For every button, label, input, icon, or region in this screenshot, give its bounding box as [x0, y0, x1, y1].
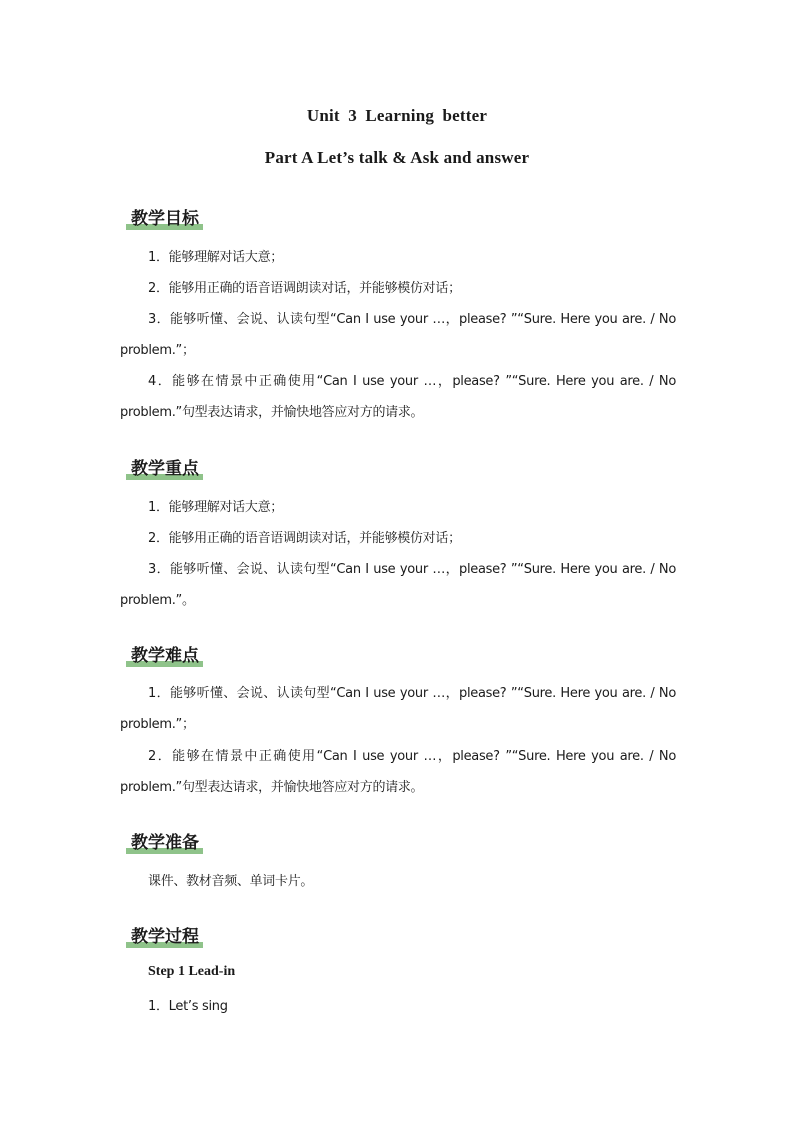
objective-item-1: 1．能够理解对话大意；	[148, 250, 283, 265]
preparation-text: 课件、教材音频、单词卡片。	[148, 874, 314, 889]
heading-text: 教学过程	[131, 927, 199, 947]
heading-text: 教学准备	[131, 833, 199, 853]
heading-text: 教学难点	[131, 646, 199, 666]
key-point-item-1: 1．能够理解对话大意；	[148, 500, 283, 515]
part-title: Part A Let’s talk & Ask and answer	[264, 148, 530, 167]
key-point-item-2: 2．能够用正确的语音语调朗读对话，并能够模仿对话；	[148, 531, 461, 546]
section-heading-preparation	[126, 828, 203, 852]
step-1-title: Step 1 Lead-in	[148, 964, 236, 979]
step-1-item-1: 1．Let’s sing	[148, 999, 228, 1014]
difficulty-item-1: 1．能够听懂、会说、认读句型“Can I use your …，please? ”“Sure. Here you are. / No problem.”；	[120, 686, 676, 732]
section-heading-key-points	[126, 454, 203, 478]
unit-title: Unit 3 Learning better	[306, 106, 488, 125]
section-heading-difficulties	[126, 641, 203, 665]
objective-item-2: 2．能够用正确的语音语调朗读对话，并能够模仿对话；	[148, 281, 461, 296]
key-point-item-3: 3．能够听懂、会说、认读句型“Can I use your …，please? ”“Sure. Here you are. / No problem.”。	[120, 562, 676, 608]
heading-text: 教学重点	[131, 459, 199, 479]
section-heading-process	[126, 922, 203, 946]
heading-text: 教学目标	[131, 209, 199, 229]
section-heading-objectives	[126, 204, 203, 228]
objective-item-4: 4．能够在情景中正确使用“Can I use your …，please? ”“Sure. Here you are. / No problem.”句型表达请求，并愉快地答应对方的请求。	[120, 374, 676, 420]
difficulty-item-2: 2．能够在情景中正确使用“Can I use your …，please? ”“Sure. Here you are. / No problem.”句型表达请求，并愉快地答应对方的请求。	[120, 749, 676, 795]
objective-item-3: 3．能够听懂、会说、认读句型“Can I use your …，please? ”“Sure. Here you are. / No problem.”；	[120, 312, 676, 358]
